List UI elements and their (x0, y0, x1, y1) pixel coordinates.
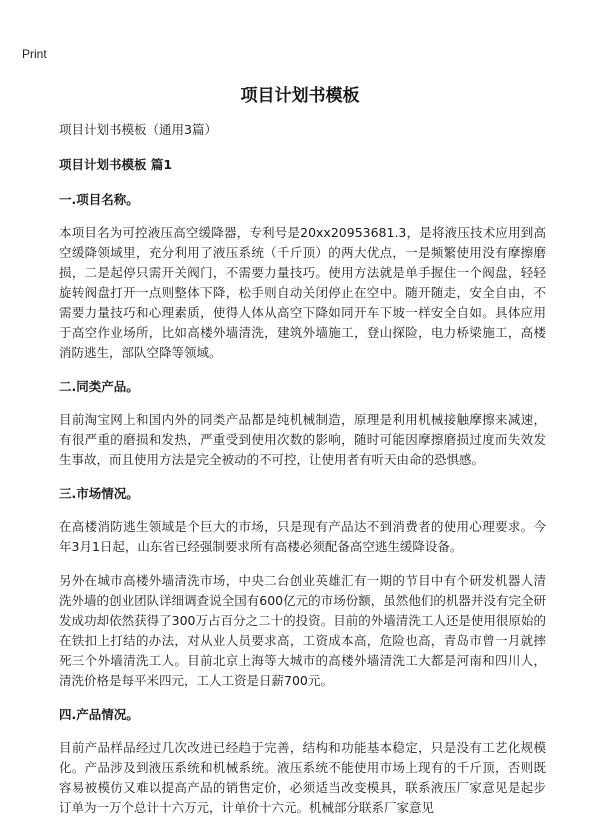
section-project-name (59, 190, 546, 363)
article-heading: 项目计划书模板 篇1 (59, 157, 173, 172)
page-title: 项目计划书模板 (240, 86, 360, 106)
section-paragraph: 另外在城市高楼外墙清洗市场，中央二台创业英雄汇有一期的节目中有个研发机器人清洗外墙的创业团队详细调查说全国有600亿元的市场份额，虽然他们的机器并没有完全研发成功却依然获得了300万占百分之二十的投资。目前的外墙清洗工人还是使用很原始的在铁扣上打结的办法，对从业人员要求高，工资成本高，危险也高，青岛市曾一月就摔死三个外墙清洗工人。目前北京上海等大城市的高楼外墙清洗工大都是河南和四川人，清洗价格是每平米四元，工人工资是日薪700元。 (59, 573, 546, 688)
section-paragraph: 在高楼消防逃生领域是个巨大的市场，只是现有产品达不到消费者的使用心理要求。今年3月1日起，山东省已经强制要求所有高楼必须配备高空逃生缓降设备。 (59, 519, 546, 554)
section-paragraph: 本项目名为可控液压高空缓降器，专利号是20xx20953681.3，是将液压技术应用到高空缓降领域里，充分利用了液压系统（千斤顶）的两大优点，一是频繁使用没有摩擦磨损，二是起停只需开关阀门，不需要力量技巧。使用方法就是单手握住一个阀盘，轻轻旋转阀盘打开一点则整体下降，松手则自动关闭停止在空中。随开随走，安全自由，不需要力量技巧和心理素质，使得人体从高空下降如同开车下坡一样安全自如。具体应用于高空作业场所，比如高楼外墙清洗，建筑外墙施工，登山探险，电力桥梁施工，高楼消防逃生，部队空降等领域。 (59, 225, 546, 360)
document-subtitle: 项目计划书模板（通用3篇） (59, 122, 217, 137)
section-title: 四.产品情况。 (59, 707, 139, 722)
section-title: 一.项目名称。 (59, 192, 139, 207)
section-paragraph: 目前淘宝网上和国内外的同类产品都是纯机械制造，原理是利用机械接触摩擦来减速，有很严重的磨损和发热，严重受到使用次数的影响，随时可能因摩擦磨损过度而失效发生事故，而且使用方法是完全被动的不可控，让使用者有听天由命的恐惧感。 (59, 412, 546, 467)
section-title: 三.市场情况。 (59, 486, 139, 501)
section-similar-products (59, 377, 546, 470)
print-link[interactable]: Print (22, 47, 47, 61)
document-body (59, 120, 546, 832)
section-product-status (59, 705, 546, 818)
section-market (59, 484, 546, 691)
section-paragraph: 目前产品样品经过几次改进已经趋于完善，结构和功能基本稳定，只是没有工艺化规模化。产品涉及到液压系统和机械系统。液压系统不能使用市场上现有的千斤顶，否则既容易被模仿又难以提高产品的销售定价，必须适当改变模具，联系液压厂家意见是起步订单为一万个总计十六万元，计单价十六元。机械部分联系厂家意见 (59, 740, 546, 815)
section-title: 二.同类产品。 (59, 379, 139, 394)
